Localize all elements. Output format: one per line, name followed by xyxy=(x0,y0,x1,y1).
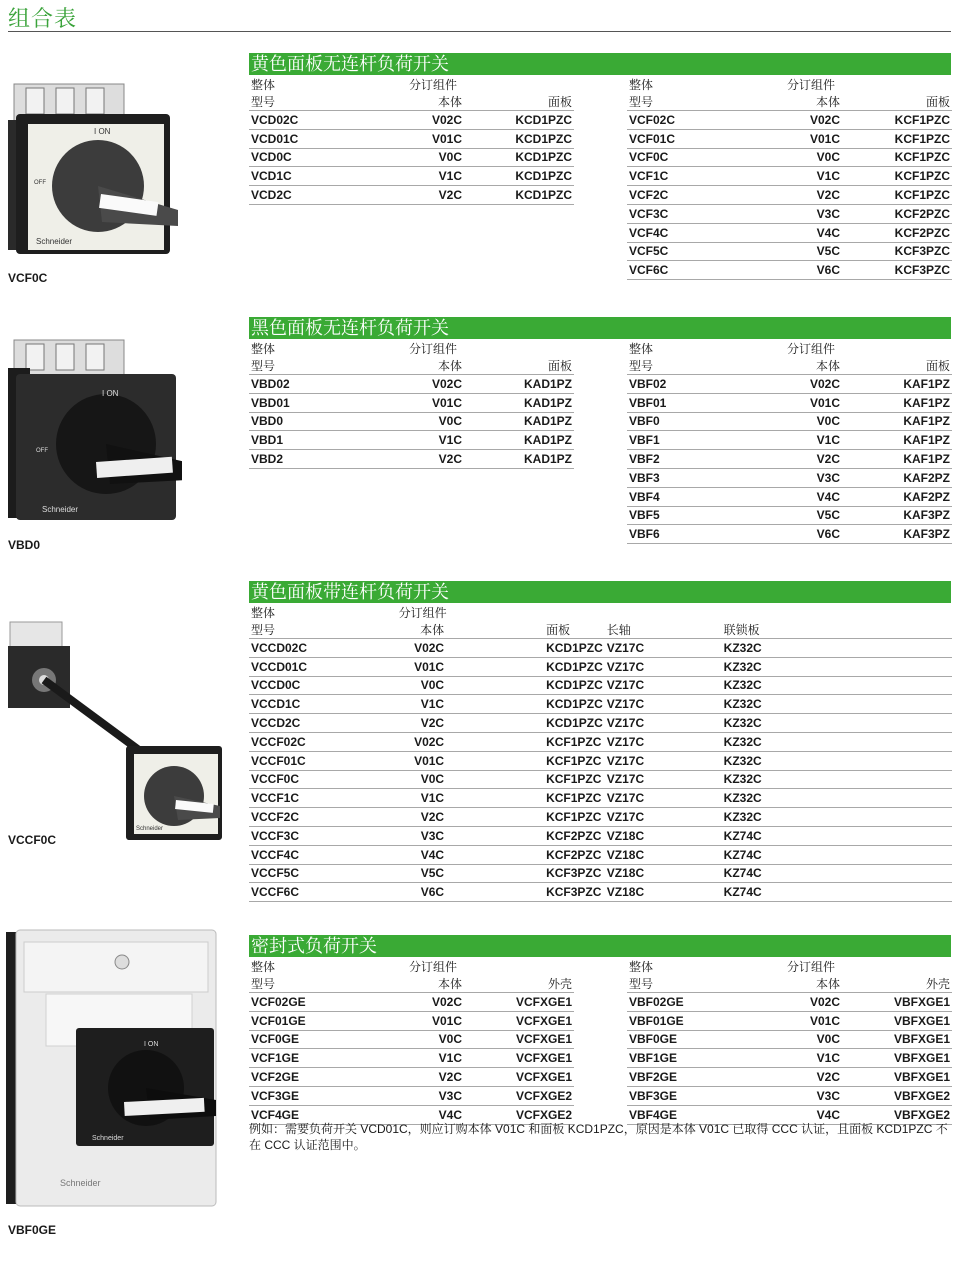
table-row: VCCF02C V02C KCF1PZC VZ17C KZ32C xyxy=(249,732,952,751)
svg-text:I ON: I ON xyxy=(94,127,111,136)
section-heading: 密封式负荷开关 xyxy=(249,935,951,957)
table-row: VCCF4C V4C KCF2PZC VZ18C KZ74C xyxy=(249,845,952,864)
section-heading: 黄色面板无连杆负荷开关 xyxy=(249,53,951,75)
table-row: VBF01 V01C KAF1PZ xyxy=(627,393,952,412)
combo-table: 整体 分订组件 型号 本体 面板 VBD02 V02C KAD1PZ VBD01 V01C KAD1PZ VBD0 V0C KAD1PZ VBD1 V1C KAD1PZ VBD2 V2C KAD1PZ xyxy=(249,340,574,469)
table-row: VCF02C V02C KCF1PZC xyxy=(627,111,952,130)
table-row: VCCF6C V6C KCF3PZC VZ18C KZ74C xyxy=(249,883,952,902)
table-row: VBF1GE V1C VBFXGE1 xyxy=(627,1049,952,1068)
table-row: VBF01GE V01C VBFXGE1 xyxy=(627,1011,952,1030)
table-row: VBF1 V1C KAF1PZ xyxy=(627,431,952,450)
combo-table: 整体 分订组件 型号 本体 外壳 VCF02GE V02C VCFXGE1 VCF01GE V01C VCFXGE1 VCF0GE V0C VCFXGE1 VCF1GE V1C VCFXGE1 VCF2GE V2C VCFXGE1 VCF3GE V3C VCFXGE2 VCF4GE V4C VCFXGE2 xyxy=(249,958,574,1125)
table-row: VCCD02C V02C KCD1PZC VZ17C KZ32C xyxy=(249,639,952,658)
table-row: VCD2C V2C KCD1PZC xyxy=(249,186,574,205)
svg-text:OFF: OFF xyxy=(34,180,46,186)
combo-table: 整体 分订组件 型号 本体 面板 VBF02 V02C KAF1PZ VBF01 V01C KAF1PZ VBF0 V0C KAF1PZ VBF1 V1C KAF1PZ VBF2 V2C KAF1PZ VBF3 V3C KAF2PZ VBF4 V4C KAF2PZ VBF5 V5C KAF3PZ VBF6 V6C KAF3PZ xyxy=(627,340,952,544)
table-row: VBD01 V01C KAD1PZ xyxy=(249,393,574,412)
table-row: VBF0 V0C KAF1PZ xyxy=(627,412,952,431)
photo-caption: VCF0C xyxy=(8,271,48,285)
table-row: VBD02 V02C KAD1PZ xyxy=(249,375,574,394)
combo-table: 整体 分订组件 型号 本体 面板 VCD02C V02C KCD1PZC VCD01C V01C KCD1PZC VCD0C V0C KCD1PZC VCD1C V1C KCD1PZC VCD2C V2C KCD1PZC xyxy=(249,76,574,205)
table-row: VCD02C V02C KCD1PZC xyxy=(249,111,574,130)
table-row: VCF01C V01C KCF1PZC xyxy=(627,129,952,148)
table-row: VBD0 V0C KAD1PZ xyxy=(249,412,574,431)
table-row: VCCF3C V3C KCF2PZC VZ18C KZ74C xyxy=(249,826,952,845)
table-row: VCF02GE V02C VCFXGE1 xyxy=(249,993,574,1012)
table-row: VCF3GE V3C VCFXGE2 xyxy=(249,1086,574,1105)
table-row: VCCD01C V01C KCD1PZC VZ17C KZ32C xyxy=(249,657,952,676)
table-row: VBF02GE V02C VBFXGE1 xyxy=(627,993,952,1012)
switch-photo-black xyxy=(6,338,182,524)
table-row: VCF1C V1C KCF1PZC xyxy=(627,167,952,186)
table-row: VCF1GE V1C VCFXGE1 xyxy=(249,1049,574,1068)
table-row: VCF2GE V2C VCFXGE1 xyxy=(249,1068,574,1087)
svg-text:Schneider: Schneider xyxy=(136,826,164,832)
table-row: VCF0GE V0C VCFXGE1 xyxy=(249,1030,574,1049)
table-row: VBF3 V3C KAF2PZ xyxy=(627,468,952,487)
table-row: VBF6 V6C KAF3PZ xyxy=(627,525,952,544)
table-row: VCCF01C V01C KCF1PZC VZ17C KZ32C xyxy=(249,751,952,770)
svg-text:Schneider: Schneider xyxy=(42,505,79,514)
table-row: VCF3C V3C KCF2PZC xyxy=(627,204,952,223)
table-row: VCCF5C V5C KCF3PZC VZ18C KZ74C xyxy=(249,864,952,883)
table-row: VCD01C V01C KCD1PZC xyxy=(249,129,574,148)
table-row: VBD2 V2C KAD1PZ xyxy=(249,450,574,469)
switch-photo-extended-shaft xyxy=(6,620,226,842)
svg-text:Schneider: Schneider xyxy=(92,1135,124,1142)
table-row: VCCF0C V0C KCF1PZC VZ17C KZ32C xyxy=(249,770,952,789)
table-row: VBF02 V02C KAF1PZ xyxy=(627,375,952,394)
table-row: VCF4C V4C KCF2PZC xyxy=(627,223,952,242)
title-rule xyxy=(8,31,951,32)
table-row: VBF2GE V2C VBFXGE1 xyxy=(627,1068,952,1087)
table-row: VBF2 V2C KAF1PZ xyxy=(627,450,952,469)
table-row: VCD0C V0C KCD1PZC xyxy=(249,148,574,167)
table-row: VCCD0C V0C KCD1PZC VZ17C KZ32C xyxy=(249,676,952,695)
table-row: VBF4GE V4C VBFXGE2 xyxy=(627,1105,952,1124)
photo-caption: VBF0GE xyxy=(8,1223,57,1237)
svg-text:I ON: I ON xyxy=(144,1041,159,1048)
table-row: VBF0GE V0C VBFXGE1 xyxy=(627,1030,952,1049)
table-row: VCCD2C V2C KCD1PZC VZ17C KZ32C xyxy=(249,714,952,733)
svg-text:Schneider: Schneider xyxy=(60,1178,101,1188)
section-heading: 黄色面板带连杆负荷开关 xyxy=(249,581,951,603)
page-title: 组合表 xyxy=(8,6,78,31)
table-row: VCF4GE V4C VCFXGE2 xyxy=(249,1105,574,1124)
table-row: VBD1 V1C KAD1PZ xyxy=(249,431,574,450)
table-row: VCF01GE V01C VCFXGE1 xyxy=(249,1011,574,1030)
svg-text:OFF: OFF xyxy=(36,448,48,454)
table-row: VCCD1C V1C KCD1PZC VZ17C KZ32C xyxy=(249,695,952,714)
switch-photo-yellow xyxy=(6,82,182,258)
svg-text:Schneider: Schneider xyxy=(36,237,73,246)
table-row: VCCF2C V2C KCF1PZC VZ17C KZ32C xyxy=(249,808,952,827)
combo-table: 整体 分订组件 型号 本体 面板 长轴 联锁板 VCCD02C V02C KCD1PZC VZ17C KZ32C VCCD01C V01C KCD1PZC VZ17C KZ32C VCCD0C V0C KCD1PZC VZ17C KZ32C VCCD1C V1C KCD1PZC VZ17C KZ32C VCCD2C V2C KCD1PZC VZ17C KZ32C VCCF02C V02C KCF1PZC VZ17C KZ32C VCCF01C V01C KCF1PZC VZ17C KZ32C VCCF0C V0C KCF1PZC VZ17C KZ32C VCCF1C V1C KCF1PZC VZ17C KZ32C VCCF2C V2C KCF1PZC VZ17C KZ32C VCCF3C V3C KCF2PZC VZ18C KZ74C VCCF4C V4C KCF2PZC VZ18C KZ74C VCCF5C V5C KCF3PZC VZ18C KZ74C VCCF6C V6C KCF3PZC VZ18C KZ74C xyxy=(249,604,952,902)
footnote: 例如：需要负荷开关 VCD01C，则应订购本体 V01C 和面板 KCD1PZC，原因是本体 V01C 已取得 CCC 认证，且面板 KCD1PZC 不在 CCC 认证范围中。 xyxy=(249,1122,948,1152)
table-row: VCF6C V6C KCF3PZC xyxy=(627,261,952,280)
combo-table: 整体 分订组件 型号 本体 面板 VCF02C V02C KCF1PZC VCF01C V01C KCF1PZC VCF0C V0C KCF1PZC VCF1C V1C KCF1PZC VCF2C V2C KCF1PZC VCF3C V3C KCF2PZC VCF4C V4C KCF2PZC VCF5C V5C KCF3PZC VCF6C V6C KCF3PZC xyxy=(627,76,952,280)
table-row: VCF0C V0C KCF1PZC xyxy=(627,148,952,167)
svg-text:I ON: I ON xyxy=(102,389,119,398)
table-row: VBF3GE V3C VBFXGE2 xyxy=(627,1086,952,1105)
table-row: VCF5C V5C KCF3PZC xyxy=(627,242,952,261)
table-row: VCF2C V2C KCF1PZC xyxy=(627,186,952,205)
combo-table: 整体 分订组件 型号 本体 外壳 VBF02GE V02C VBFXGE1 VBF01GE V01C VBFXGE1 VBF0GE V0C VBFXGE1 VBF1GE V1C VBFXGE1 VBF2GE V2C VBFXGE1 VBF3GE V3C VBFXGE2 VBF4GE V4C VBFXGE2 xyxy=(627,958,952,1125)
table-row: VCCF1C V1C KCF1PZC VZ17C KZ32C xyxy=(249,789,952,808)
table-row: VBF4 V4C KAF2PZ xyxy=(627,487,952,506)
section-heading: 黑色面板无连杆负荷开关 xyxy=(249,317,951,339)
photo-caption: VBD0 xyxy=(8,538,41,552)
photo-caption: VCCF0C xyxy=(8,833,57,847)
table-row: VBF5 V5C KAF3PZ xyxy=(627,506,952,525)
table-row: VCD1C V1C KCD1PZC xyxy=(249,167,574,186)
switch-photo-enclosed xyxy=(6,928,218,1208)
